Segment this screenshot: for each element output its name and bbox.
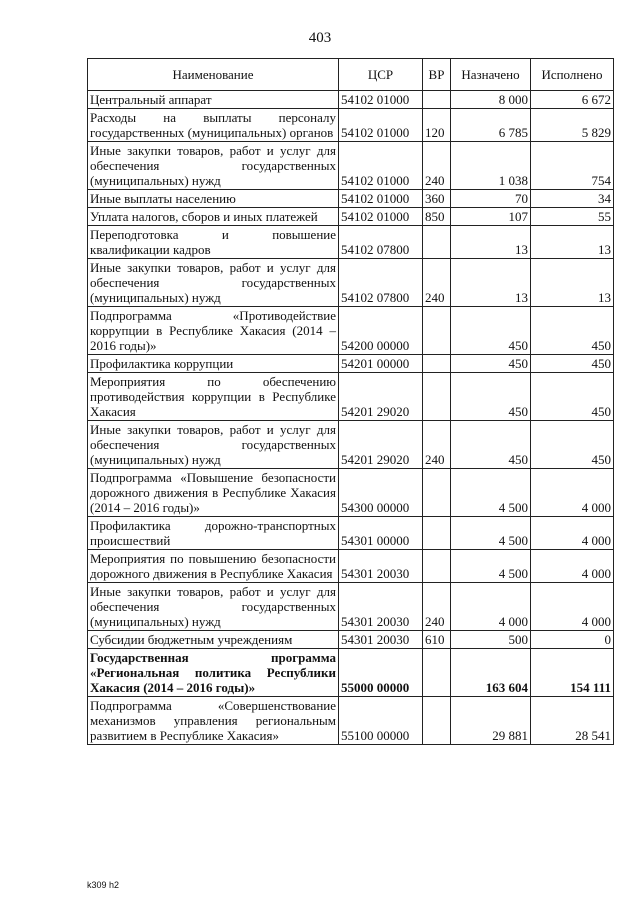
table-row [88,91,614,109]
cell-executed: 28 541 [531,697,614,745]
cell-vr [423,517,451,550]
cell-executed: 13 [531,226,614,259]
cell-vr: 240 [423,583,451,631]
cell-vr: 240 [423,259,451,307]
cell-name: Иные закупки товаров, работ и услуг для обеспечения государственных (муниципальных) нужд [88,259,339,307]
cell-vr: 240 [423,142,451,190]
table-header-row [88,59,614,91]
cell-executed: 4 000 [531,583,614,631]
cell-vr [423,91,451,109]
cell-assigned: 107 [451,208,531,226]
column-header-vr: ВР [423,59,451,91]
cell-csr: 54201 00000 [339,355,423,373]
cell-executed: 6 672 [531,91,614,109]
cell-csr: 54102 07800 [339,226,423,259]
cell-executed: 5 829 [531,109,614,142]
cell-name: Профилактика дорожно-транспортных происшествий [88,517,339,550]
cell-vr: 850 [423,208,451,226]
cell-name: Иные выплаты населению [88,190,339,208]
cell-vr [423,373,451,421]
cell-assigned: 4 500 [451,517,531,550]
cell-assigned: 450 [451,421,531,469]
cell-name: Переподготовка и повышение квалификации кадров [88,226,339,259]
cell-csr: 54301 00000 [339,517,423,550]
cell-executed: 4 000 [531,469,614,517]
cell-name: Субсидии бюджетным учреждениям [88,631,339,649]
table-row [88,550,614,583]
cell-assigned: 13 [451,259,531,307]
table-row [88,307,614,355]
table-row [88,517,614,550]
cell-name: Иные закупки товаров, работ и услуг для обеспечения государственных (муниципальных) нужд [88,142,339,190]
table-body [88,91,614,745]
budget-table [87,58,614,745]
cell-vr [423,550,451,583]
cell-name: Мероприятия по обеспечению противодействия коррупции в Республике Хакасия [88,373,339,421]
table-row [88,190,614,208]
table-row [88,697,614,745]
cell-name: Иные закупки товаров, работ и услуг для обеспечения государственных (муниципальных) нужд [88,421,339,469]
cell-assigned: 450 [451,373,531,421]
cell-csr: 54102 01000 [339,91,423,109]
cell-vr [423,697,451,745]
cell-csr: 54102 01000 [339,142,423,190]
footer-code: k309 h2 [87,880,120,890]
column-header-name: Наименование [88,59,339,91]
cell-assigned: 4 500 [451,550,531,583]
table-row [88,208,614,226]
cell-executed: 450 [531,307,614,355]
cell-vr: 360 [423,190,451,208]
cell-executed: 0 [531,631,614,649]
column-header-csr: ЦСР [339,59,423,91]
cell-vr [423,226,451,259]
cell-vr: 120 [423,109,451,142]
cell-assigned: 4 000 [451,583,531,631]
cell-csr: 55100 00000 [339,697,423,745]
cell-name: Подпрограмма «Противодействие коррупции в Республике Хакасия (2014 – 2016 годы)» [88,307,339,355]
cell-executed: 4 000 [531,550,614,583]
cell-vr [423,649,451,697]
cell-executed: 154 111 [531,649,614,697]
cell-name: Иные закупки товаров, работ и услуг для обеспечения государственных (муниципальных) нужд [88,583,339,631]
cell-executed: 450 [531,373,614,421]
cell-csr: 54102 01000 [339,190,423,208]
cell-csr: 55000 00000 [339,649,423,697]
cell-assigned: 163 604 [451,649,531,697]
table-row [88,469,614,517]
cell-name: Центральный аппарат [88,91,339,109]
cell-csr: 54301 20030 [339,583,423,631]
cell-vr [423,355,451,373]
cell-csr: 54102 07800 [339,259,423,307]
cell-name: Государственная программа «Региональная политика Республики Хакасия (2014 – 2016 годы)» [88,649,339,697]
cell-assigned: 500 [451,631,531,649]
cell-csr: 54301 20030 [339,550,423,583]
cell-csr: 54201 29020 [339,421,423,469]
table-row [88,421,614,469]
column-header-assigned: Назначено [451,59,531,91]
cell-executed: 754 [531,142,614,190]
cell-csr: 54301 20030 [339,631,423,649]
cell-csr: 54102 01000 [339,109,423,142]
cell-csr: 54200 00000 [339,307,423,355]
column-header-executed: Исполнено [531,59,614,91]
cell-assigned: 29 881 [451,697,531,745]
cell-assigned: 1 038 [451,142,531,190]
table-row [88,631,614,649]
table-row [88,373,614,421]
cell-vr: 240 [423,421,451,469]
cell-name: Подпрограмма «Повышение безопасности дорожного движения в Республике Хакасия (2014 – 2016 годы)» [88,469,339,517]
table-row [88,259,614,307]
table-row [88,355,614,373]
page-number: 403 [308,30,332,46]
cell-assigned: 13 [451,226,531,259]
cell-csr: 54300 00000 [339,469,423,517]
cell-name: Расходы на выплаты персоналу государственных (муниципальных) органов [88,109,339,142]
cell-assigned: 8 000 [451,91,531,109]
cell-csr: 54201 29020 [339,373,423,421]
cell-csr: 54102 01000 [339,208,423,226]
cell-executed: 450 [531,421,614,469]
cell-executed: 34 [531,190,614,208]
table-row [88,583,614,631]
cell-vr: 610 [423,631,451,649]
cell-vr [423,469,451,517]
cell-assigned: 450 [451,355,531,373]
table-row [88,109,614,142]
cell-name: Мероприятия по повышению безопасности дорожного движения в Республике Хакасия [88,550,339,583]
cell-executed: 55 [531,208,614,226]
table-row [88,226,614,259]
cell-assigned: 70 [451,190,531,208]
cell-executed: 13 [531,259,614,307]
cell-name: Подпрограмма «Совершенствование механизмов управления региональным развитием в Республике Хакасия» [88,697,339,745]
cell-name: Уплата налогов, сборов и иных платежей [88,208,339,226]
cell-executed: 450 [531,355,614,373]
cell-vr [423,307,451,355]
cell-executed: 4 000 [531,517,614,550]
cell-name: Профилактика коррупции [88,355,339,373]
table-row [88,142,614,190]
cell-assigned: 6 785 [451,109,531,142]
cell-assigned: 450 [451,307,531,355]
table-row [88,649,614,697]
cell-assigned: 4 500 [451,469,531,517]
